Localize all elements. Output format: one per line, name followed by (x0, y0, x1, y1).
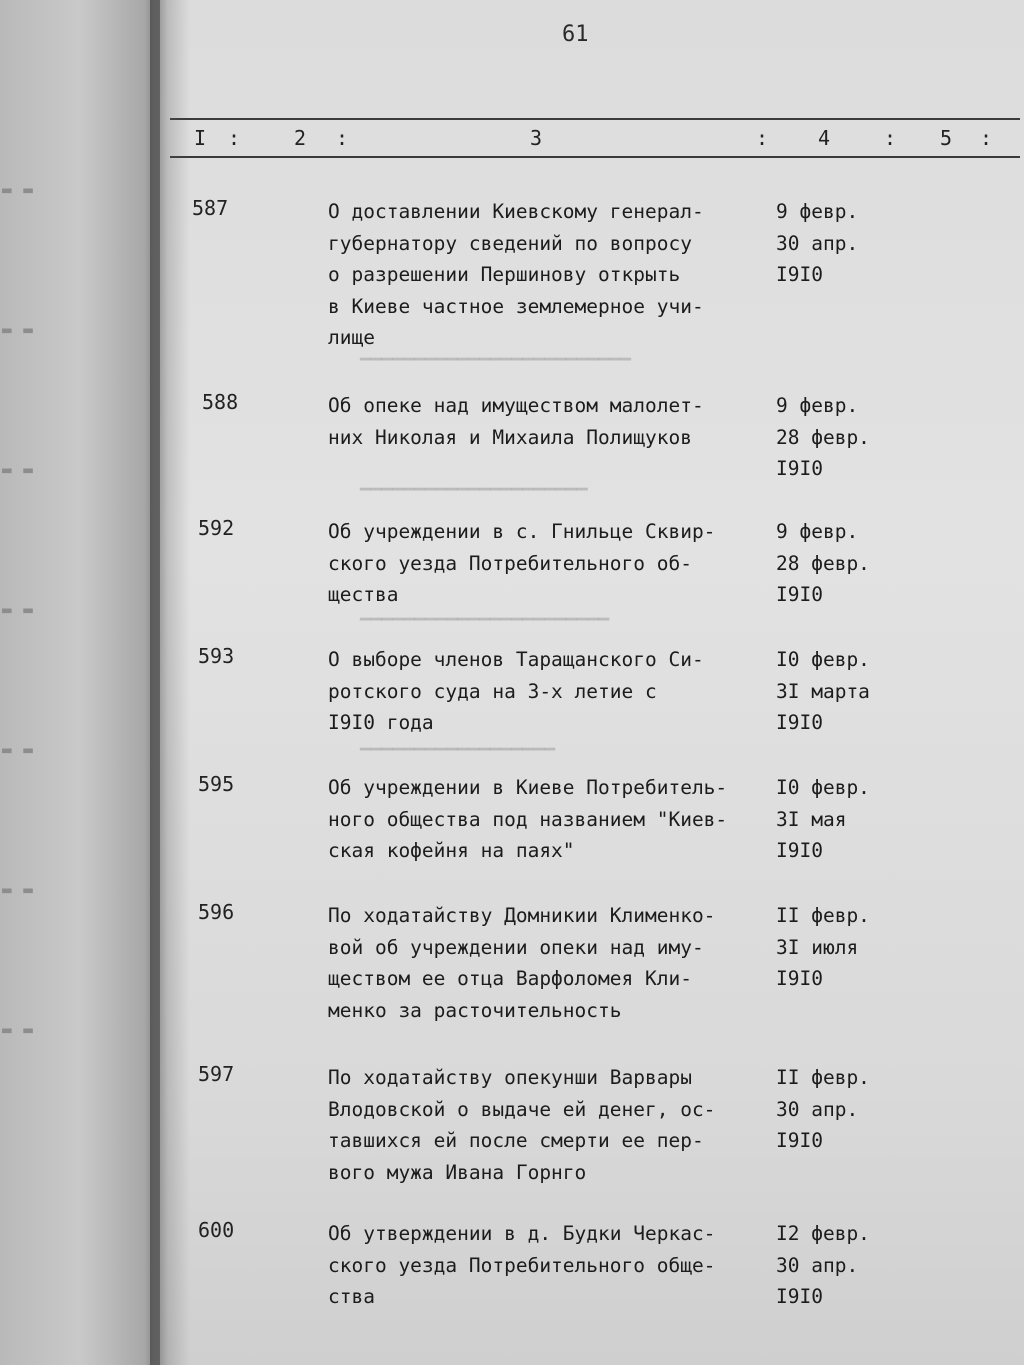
page-fold-shadow (150, 0, 190, 1365)
entry-dates: 9 февр. 30 апр. I9I0 (776, 200, 859, 286)
column-header-1: I (194, 126, 207, 150)
adjacent-page-edge-text: ▬ ▬ (2, 600, 34, 619)
entry-dates: I0 февр. 3I мая I9I0 (776, 776, 870, 862)
page-number: 61 (562, 22, 589, 47)
adjacent-page-edge-text: ▬ ▬ (2, 1020, 34, 1039)
adjacent-page (0, 0, 160, 1365)
column-separator: : (228, 126, 241, 150)
column-separator: : (336, 126, 349, 150)
entry-number: 588 (202, 390, 239, 414)
entry-dates: II февр. 30 апр. I9I0 (776, 1066, 870, 1152)
entry-description: Об учреждении в с. Гнильце Сквир- ского уезда Потребительного об- щества (328, 520, 716, 606)
entry-description: По ходатайству Домникии Клименко- вой об учреждении опеки над иму- ществом ее отца Варфоломея Кли- менко за расточительность (328, 904, 716, 1022)
entry-dates: I0 февр. 3I марта I9I0 (776, 648, 870, 734)
bleed-through-shadow: ▁▁▁▁▁▁▁▁▁▁▁▁▁▁▁▁▁▁ (360, 730, 556, 751)
entry-number: 596 (198, 900, 235, 924)
entry-description: О доставлении Киевскому генерал- губернатору сведений по вопросу о разрешении Першинову открыть в Киеве частное землемерное учи- лище (328, 200, 704, 349)
entry-description: Об опеке над имуществом малолет- них Николая и Михаила Полищуков (328, 394, 704, 449)
column-header-row (170, 118, 1020, 158)
entry-description: Об учреждении в Киеве Потребитель- ного общества под названием "Киев- ская кофейня на паях" (328, 776, 728, 862)
adjacent-page-edge-text: ▬ ▬ (2, 320, 34, 339)
column-header-3: 3 (530, 126, 543, 150)
entry-dates: I2 февр. 30 апр. I9I0 (776, 1222, 870, 1308)
column-separator: : (884, 126, 897, 150)
entry-number: 592 (198, 516, 235, 540)
entry-number: 593 (198, 644, 235, 668)
adjacent-page-edge-text: ▬ ▬ (2, 880, 34, 899)
column-header-5: 5 (940, 126, 953, 150)
entry-number: 595 (198, 772, 235, 796)
adjacent-page-edge-text: ▬ ▬ (2, 180, 34, 199)
column-separator: : (756, 126, 769, 150)
entry-dates: II февр. 3I июля I9I0 (776, 904, 870, 990)
document-page (160, 0, 1024, 1365)
entry-description: По ходатайству опекунши Варвары Влодовской о выдаче ей денег, ос- тавшихся ей после смерти ее пер- вого мужа Ивана Горнго (328, 1066, 716, 1184)
bleed-through-shadow: ▁▁▁▁▁▁▁▁▁▁▁▁▁▁▁▁▁▁▁▁▁▁▁▁▁ (360, 340, 631, 361)
entry-description: О выборе членов Таращанского Си- ротского суда на 3-х летие с I9I0 года (328, 648, 704, 734)
column-header-4: 4 (818, 126, 831, 150)
column-separator: : (980, 126, 993, 150)
bleed-through-shadow: ▁▁▁▁▁▁▁▁▁▁▁▁▁▁▁▁▁▁▁▁▁▁▁ (360, 600, 610, 621)
adjacent-page-edge-text: ▬ ▬ (2, 460, 34, 479)
entry-number: 600 (198, 1218, 235, 1242)
entry-dates: 9 февр. 28 февр. I9I0 (776, 394, 870, 480)
entry-description: Об утверждении в д. Будки Черкас- ского уезда Потребительного обще- ства (328, 1222, 716, 1308)
entry-number: 587 (192, 196, 229, 220)
entry-number: 597 (198, 1062, 235, 1086)
adjacent-page-edge-text: ▬ ▬ (2, 740, 34, 759)
entry-dates: 9 февр. 28 февр. I9I0 (776, 520, 870, 606)
bleed-through-shadow: ▁▁▁▁▁▁▁▁▁▁▁▁▁▁▁▁▁▁▁▁▁ (360, 470, 588, 491)
column-header-2: 2 (294, 126, 307, 150)
